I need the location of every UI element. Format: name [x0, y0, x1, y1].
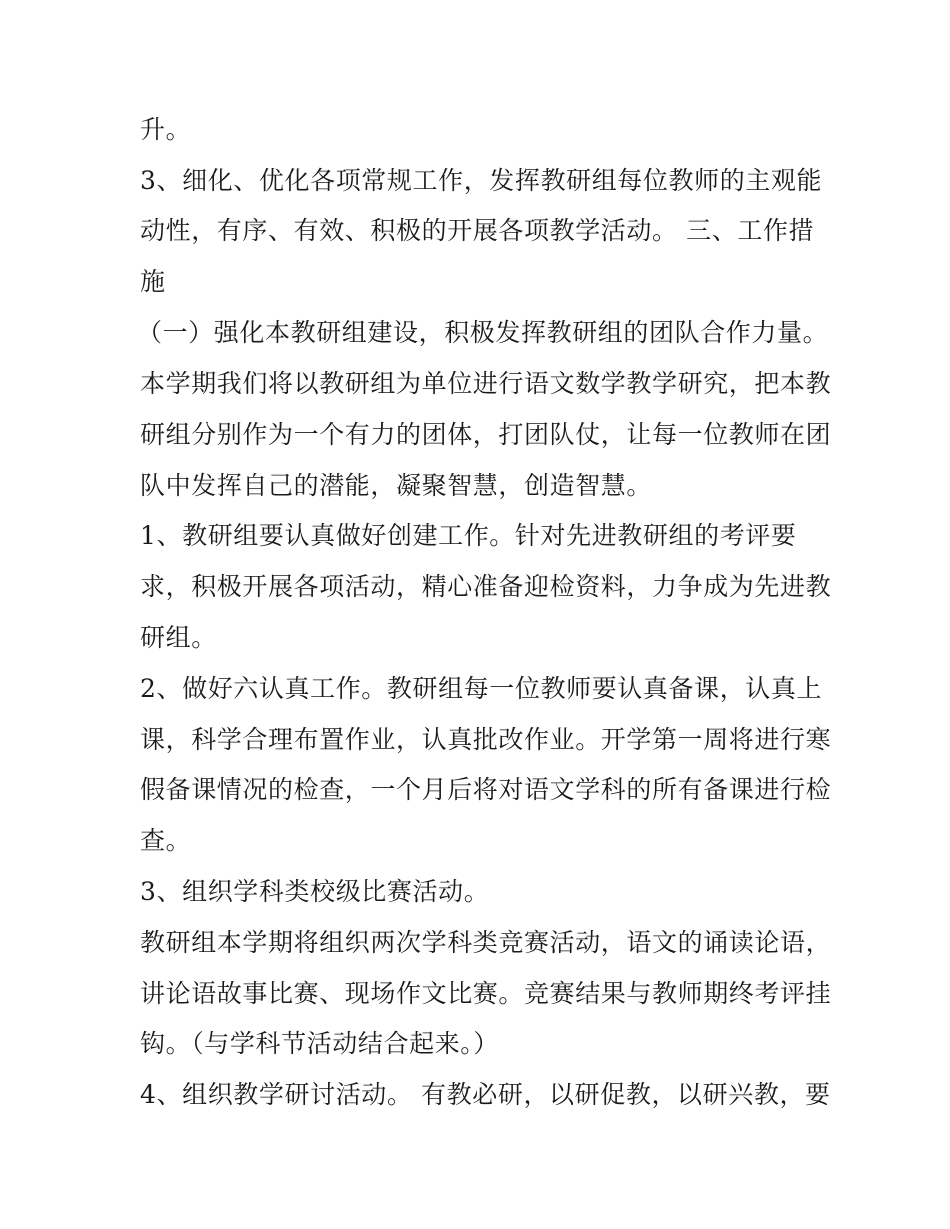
text-line: 施 [140, 267, 166, 296]
text-line: 3、细化、优化各项常规工作，发挥教研组每位教师的主观能 [140, 166, 823, 195]
text-line: 队中发挥自己的潜能，凝聚智慧，创造智慧。 [140, 471, 653, 500]
text-line: 本学期我们将以教研组为单位进行语文数学教学研究，把本教 [140, 369, 832, 398]
text-line: 升。 [140, 115, 192, 144]
text-line: 2、做好六认真工作。教研组每一位教师要认真备课，认真上 [140, 674, 823, 703]
text-line: 求，积极开展各项活动，精心准备迎检资料，力争成为先进教 [140, 572, 832, 601]
text-line: 4、组织教学研讨活动。 有教必研，以研促教，以研兴教，要 [140, 1080, 831, 1109]
text-line: 钩。（与学科节活动结合起来。） [140, 1029, 500, 1058]
text-line: （一）强化本教研组建设，积极发挥教研组的团队合作力量。 [137, 318, 829, 347]
text-line: 假备课情况的检查，一个月后将对语文学科的所有备课进行检 [140, 775, 832, 804]
text-line: 1、教研组要认真做好创建工作。针对先进教研组的考评要 [140, 521, 797, 550]
text-line: 教研组本学期将组织两次学科类竞赛活动，语文的诵读论语， [140, 928, 832, 957]
text-line: 课，科学合理布置作业，认真批改作业。开学第一周将进行寒 [140, 725, 832, 754]
text-line: 研组。 [140, 623, 217, 652]
text-line: 研组分别作为一个有力的团体，打团队仗，让每一位教师在团 [140, 420, 832, 449]
text-line: 动性，有序、有效、积极的开展各项教学活动。 三、工作措 [140, 216, 815, 245]
text-line: 查。 [140, 826, 192, 855]
text-line: 讲论语故事比赛、现场作文比赛。竞赛结果与教师期终考评挂 [140, 979, 832, 1008]
text-line: 3、组织学科类校级比赛活动。 [140, 877, 490, 906]
